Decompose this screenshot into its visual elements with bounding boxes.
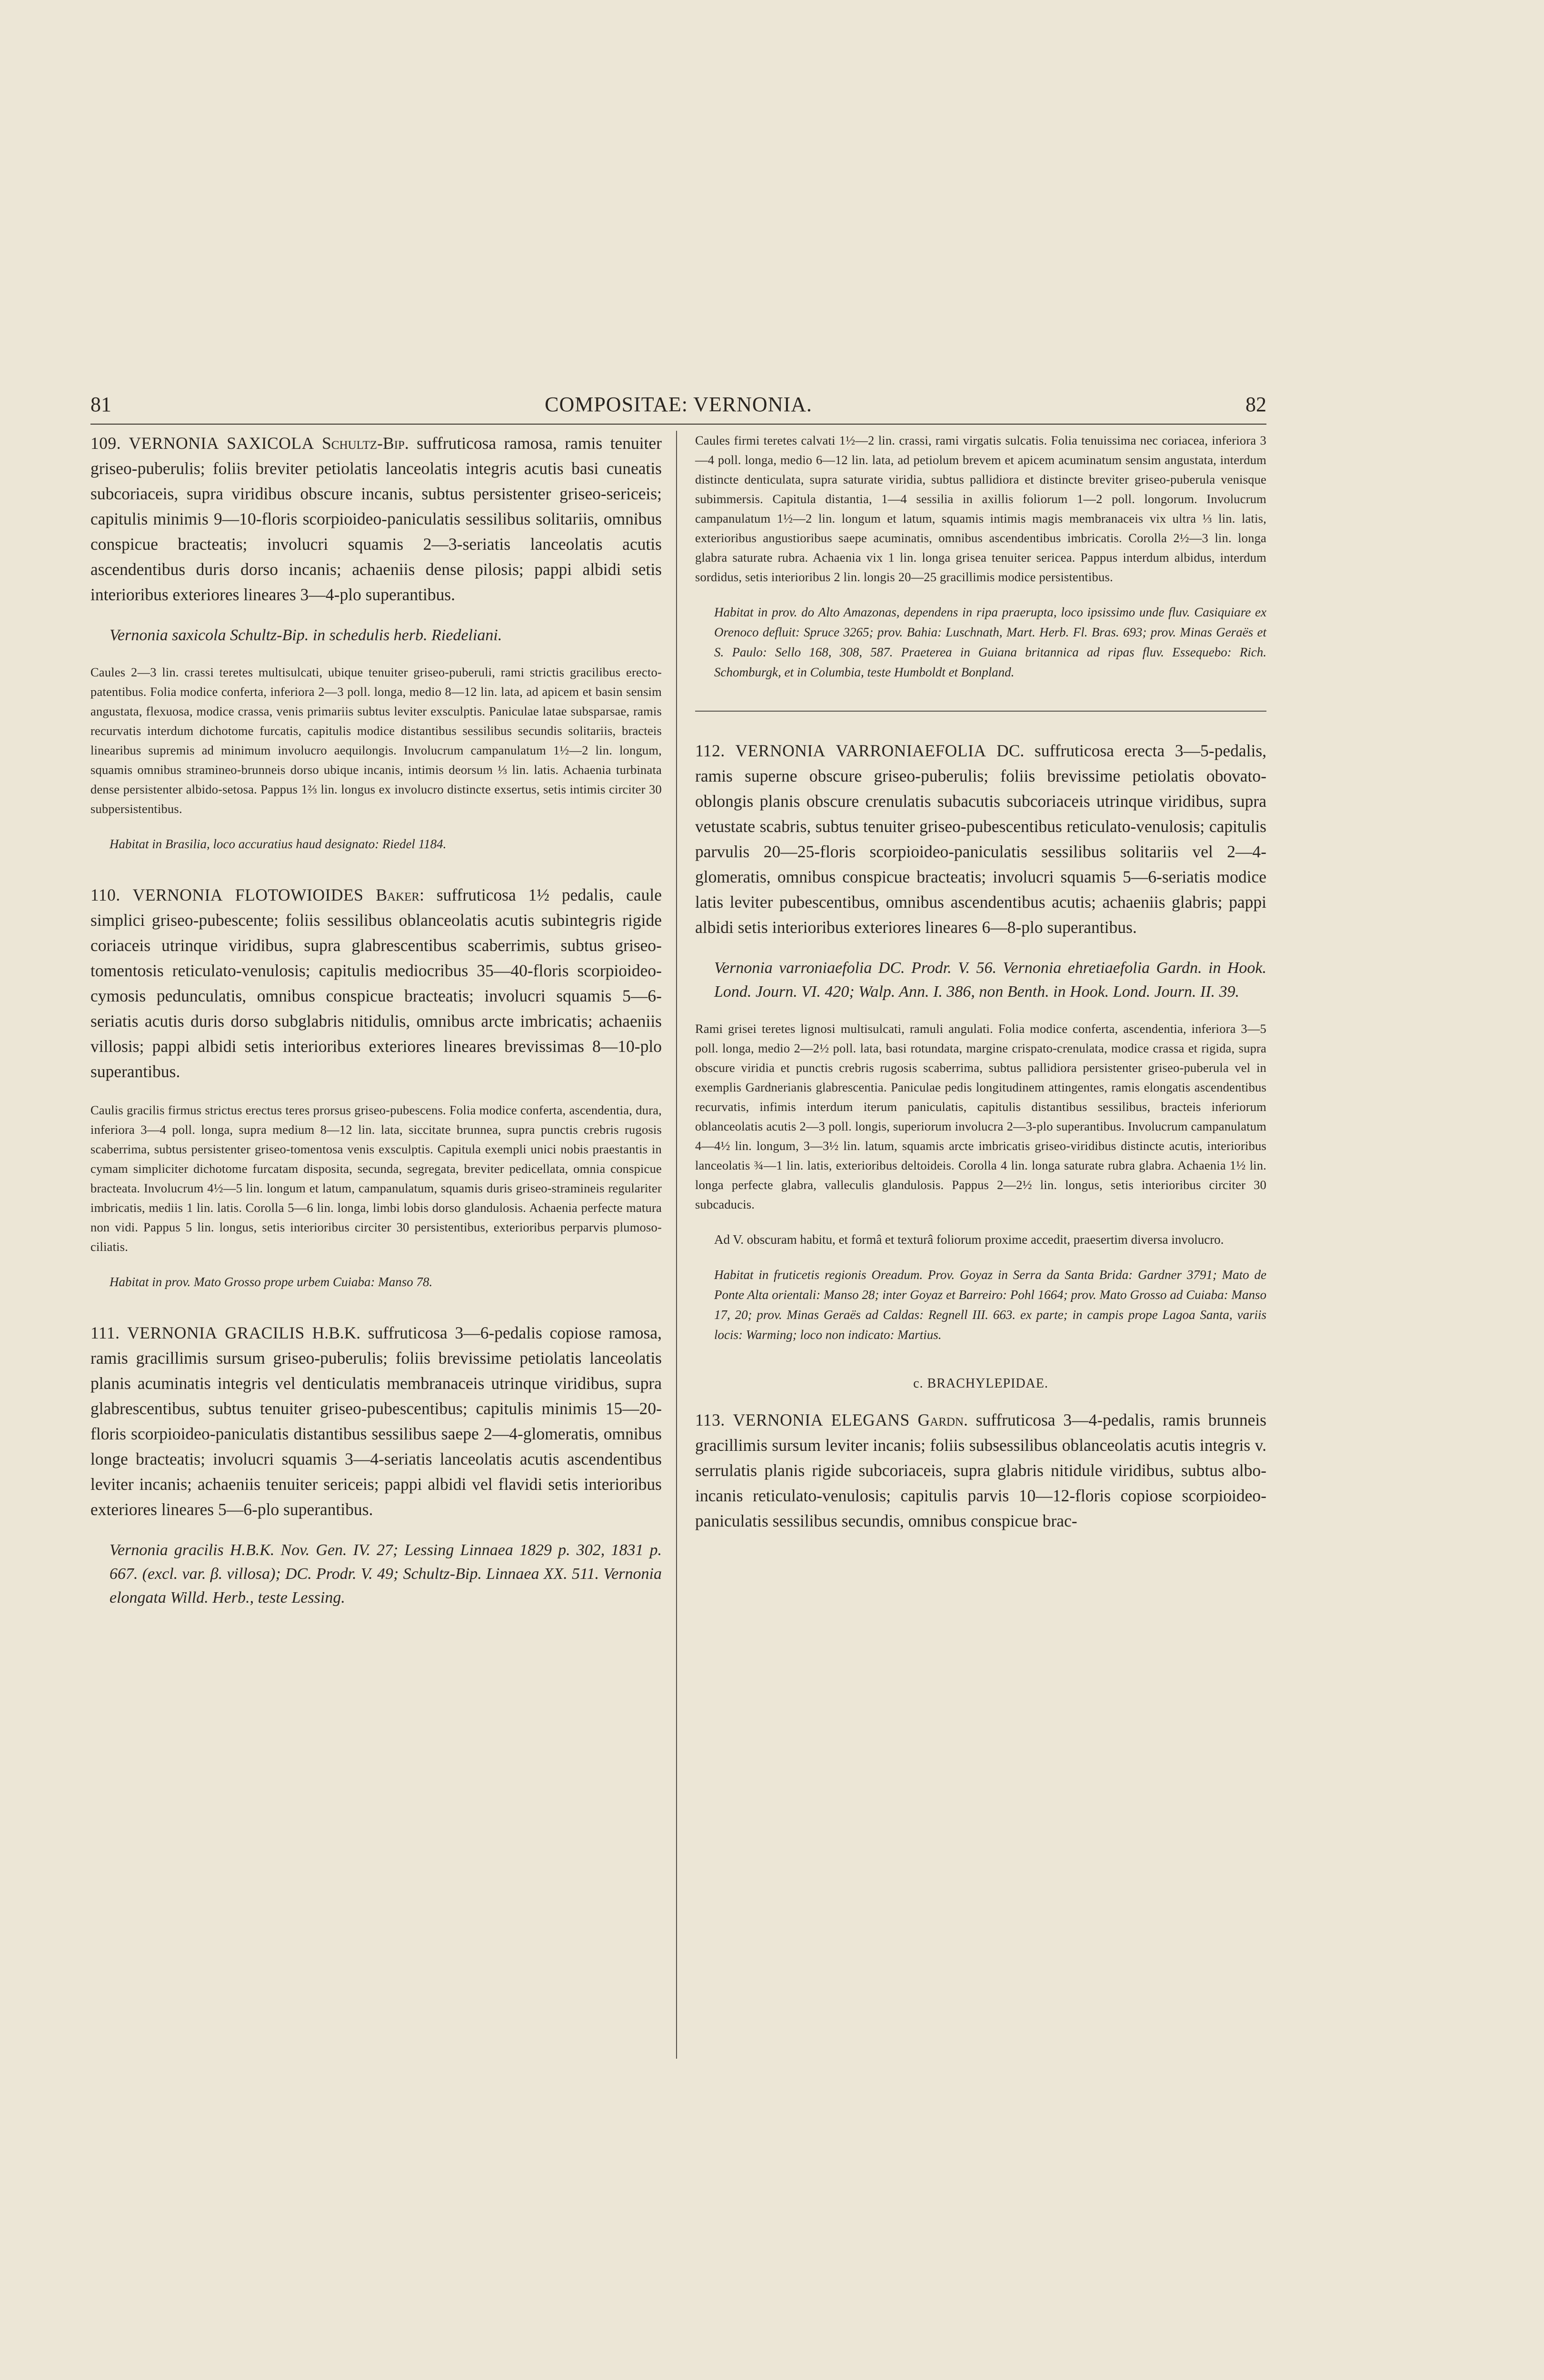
habitat-text: Habitat in prov. Mato Grosso prope urbem Cuiaba: Manso 78.	[110, 1275, 433, 1289]
diagnosis-text: suffruticosa erecta 3—5-pedalis, ramis superne obscure griseo-puberulis; foliis brevissime petiolatis obovato-oblongis planis obscure crenulatis subacutis subcoriaceis utrinque viridibus, supra vetustate scabris, subtus tenuiter griseo-pubescentibus reticulato-venulosis; capitulis parvulis 20—25-floris scorpioideo-paniculatis sessilibus solitariis vel 2—4-glomeratis, omnibus conspicue bracteatis; involucri squamis 5—6-seriatis modice latis leviter pubescentibus, omnibus ascendentibus acutis; achaeniis glabris; pappi albidi setis interioribus exteriores lineares 6—8-plo superantibus.	[695, 741, 1267, 937]
left-column	[90, 431, 662, 1625]
description-text: Caules firmi teretes calvati 1½—2 lin. crassi, rami virgatis sulcatis. Folia tenuissima nec coriacea, inferiora 3—4 poll. longa, medio 6—12 lin. lata, ad petiolum brevem et apicem acuminatum sensim angustata, interdum distincte denticulata, supra saturate viridia, subtus pallidiora et distincte breviter griseo-puberula venisque subimmersis. Capitula distantia, 1—4 sessilia in axillis foliorum 1—2 poll. longorum. Involucrum campanulatum 1½—2 lin. longum et latum, squamis intimis magis membranaceis vix ultra ⅓ lin. latis, exterioribus angustioribus saepe acuminatis, omnibus ascendentibus imbricatis. Corolla 2½—3 lin. longa glabra saturate rubra. Achaenia vix 1 lin. longa grisea tenuiter sericea. Pappus interdum albidus, interdum sordidus, setis interioribus 2 lin. longis 20—25 gracillimis modice persistentibus.	[695, 433, 1266, 584]
genus-name: VERNONIA	[129, 434, 219, 453]
genus-name: VERNONIA	[735, 741, 826, 760]
entry-number: 111.	[90, 1323, 120, 1342]
species-entry	[90, 883, 662, 1084]
synonymy-text: Vernonia saxicola Schultz-Bip. in schedulis herb. Riedeliani.	[110, 626, 502, 644]
entry-number: 109.	[90, 434, 121, 453]
right-page-number: 82	[1245, 393, 1266, 416]
description-text: Rami grisei teretes lignosi multisulcati, ramuli angulati. Folia modice conferta, ascendentia, inferiora 3—5 poll. longa, medio 2—2½ poll. lata, basi rotundata, margine crispato-crenulata, modice crassa et rigida, supra obscure viridia et punctis crebris rugosis scaberrima, subtus pallidiora persistenter griseo-puberula vel in exemplis Gardnerianis glabrescentia. Paniculae pedis longitudinem attingentes, ramis elongatis ascendentibus recurvatis, infimis interdum iterum paniculatis, capitulis distantibus sessilibus, bracteis inferiorum oblanceolatis acutis 2—3 poll. longis, superiorum involucra 2—3-plo superantibus. Involucrum campanulatum 4—4½ lin. longum, 3—3½ lin. latum, squamis arcte imbricatis griseo-viridibus distincte acutis, interioribus lanceolatis ¾—1 lin. latis, exterioribus deltoideis. Corolla 4 lin. longa saturate rubra glabra. Achaenia 1½ lin. longa perfecte glabra, valleculis glandulosis. Pappus 2—2½ lin. longus, setis interioribus circiter 30 subcaducis.	[695, 1021, 1266, 1211]
diagnosis-text: suffruticosa 3—6-pedalis copiose ramosa, ramis gracillimis sursum griseo-puberulis; foliis brevissime petiolatis lanceolatis planis acuminatis integris vel denticulatis membranaceis utrinque viridibus, supra glabrescentibus, subtus tenuiter griseo-pubescentibus; capitulis minimis 15—20-floris scorpioideo-paniculatis distantibus sessilibus saepe 2—4-glomeratis, omnibus longe bracteatis; involucri squamis 3—4-seriatis lanceolatis acutis ascendentibus leviter incanis; achaeniis tenuiter sericeis; pappi albidi vel flavidi setis interioribus exteriores lineares 5—6-plo superantibus.	[90, 1323, 662, 1519]
author-name: Gardn.	[917, 1410, 968, 1429]
diagnosis-text: suffruticosa 1½ pedalis, caule simplici griseo-pubescente; foliis sessilibus oblanceolatis acutis subintegris rigide coriaceis utrinque viridibus, supra glabrescentibus scaberrimis, subtus griseo-tomentosis reticulato-venulosis; capitulis mediocribus 35—40-floris scorpioideo-cymosis pedunculatis, omnibus conspicue bracteatis; involucri squamis 5—6-seriatis acutis duris dorso subglabris nitidulis, omnibus arcte imbricatis; achaeniis villosis; pappi albidi setis interioribus exteriores lineares brevissimas 8—10-plo superantibus.	[90, 885, 662, 1081]
running-title: COMPOSITAE: VERNONIA.	[545, 393, 812, 416]
entry-number: 110.	[90, 885, 120, 904]
species-epithet: FLOTOWIOIDES	[235, 885, 364, 904]
section-heading: c. BRACHYLEPIDAE.	[913, 1376, 1048, 1391]
habitat-text: Habitat in prov. do Alto Amazonas, dependens in ripa praerupta, loco ipsissimo unde fluv. Casiquiare ex Orenoco defluit: Spruce 3265; prov. Bahia: Luschnath, Mart. Herb. Fl. Bras. 693; prov. Minas Geraës et S. Paulo: Sello 168, 308, 587. Praeterea in Guiana britannica ad ripas fluv. Essequebo: Rich. Schomburgk, et in Columbia, teste Humboldt et Bonpland.	[714, 605, 1266, 679]
species-epithet: SAXICOLA	[227, 434, 314, 453]
author-name: H.B.K.	[312, 1323, 361, 1342]
habitat-text: Habitat in Brasilia, loco accuratius haud designato: Riedel 1184.	[110, 837, 447, 851]
genus-name: VERNONIA	[132, 885, 223, 904]
synonymy-text: Vernonia varroniaefolia DC. Prodr. V. 56. Vernonia ehretiaefolia Gardn. in Hook. Lond. Journ. VI. 420; Walp. Ann. I. 386, non Benth. in Hook. Lond. Journ. II. 39.	[714, 959, 1266, 1001]
species-entry	[90, 1320, 662, 1522]
description-text: Caules 2—3 lin. crassi teretes multisulcati, ubique tenuiter griseo-puberuli, rami strictis gracilibus erecto-patentibus. Folia modice conferta, inferiora 2—3 poll. longa, medio 8—12 lin. lata, ad apicem et basin sensim angustata, flexuosa, modice crassa, venis primariis subtus leviter exsculptis. Paniculae latae subsparsae, ramis recurvatis interdum dichotome furcatis, capitulis modice distantibus sessilibus secundis solitariis, bracteis linearibus supremis ad minimum involucro aequilongis. Involucrum campanulatum 1½—2 lin. longum, squamis omnibus stramineo-brunneis dorso ubique incanis, intimis deorsum ⅓ lin. latis. Achaenia turbinata dense persistenter albido-setosa. Pappus 1⅔ lin. longus ex involucro distincte exsertus, setis intimis circiter 30 subpersistentibus.	[90, 665, 662, 816]
synonymy-text: Vernonia gracilis H.B.K. Nov. Gen. IV. 27; Lessing Linnaea 1829 p. 302, 1831 p. 667. (excl. var. β. villosa); DC. Prodr. V. 49; Schultz-Bip. Linnaea XX. 511. Vernonia elongata Willd. Herb., teste Lessing.	[110, 1541, 662, 1606]
author-name: DC.	[996, 741, 1025, 760]
left-page-number: 81	[90, 393, 111, 416]
author-name: Baker:	[376, 885, 424, 904]
author-name: Schultz-Bip.	[322, 434, 409, 453]
species-epithet: GRACILIS	[225, 1323, 305, 1342]
running-head	[90, 390, 1266, 425]
species-epithet: ELEGANS	[831, 1410, 910, 1429]
diagnosis-text: suffruticosa ramosa, ramis tenuiter griseo-puberulis; foliis breviter petiolatis lanceolatis integris acutis basi cuneatis subcoriaceis, supra viridibus obscure incanis, subtus persistenter griseo-sericeis; capitulis minimis 9—10-floris scorpioideo-paniculatis sessilibus solitariis, omnibus conspicue bracteatis; involucri squamis 2—3-seriatis lanceolatis acutis ascendentibus duris dorso incanis; achaeniis dense pilosis; pappi albidi setis interioribus exteriores lineares 3—4-plo superantibus.	[90, 434, 662, 604]
diagnosis-text: suffruticosa 3—4-pedalis, ramis brunneis gracillimis sursum leviter incanis; foliis subsessilibus oblanceolatis acutis integris v. serrulatis planis rigide subcoriaceis, supra glabris nitidule viridibus, subtus albo-incanis reticulato-venulosis; capitulis parvis 10—12-floris copiose scorpioideo-paniculatis sessilibus secundis, omnibus conspicue brac-	[695, 1410, 1267, 1530]
entry-number: 112.	[695, 741, 725, 760]
genus-name: VERNONIA	[127, 1323, 218, 1342]
genus-name: VERNONIA	[733, 1410, 823, 1429]
note-text: Ad V. obscuram habitu, et formâ et texturâ foliorum proxime accedit, praesertim diversa involucro.	[714, 1232, 1224, 1247]
species-epithet: VARRONIAEFOLIA	[836, 741, 986, 760]
description-text: Caulis gracilis firmus strictus erectus teres prorsus griseo-pubescens. Folia modice conferta, ascendentia, dura, inferiora 3—4 poll. longa, supra medium 8—12 lin. lata, siccitate brunnea, supra punctis crebris rugosis scaberrima, subtus persistenter griseo-tomentosa venis exsculptis. Capitula exempli unici nobis praestantis in cymam simpliciter dichotome furcatam disposita, secunda, segregata, breviter pedicellata, omnia conspicue bracteata. Involucrum 4½—5 lin. longum et latum, campanulatum, squamis duris griseo-stramineis regulariter imbricatis, mediis 1 lin. latis. Corolla 5—6 lin. longa, limbi lobis dorso glandulosis. Achaenia perfecte matura non vidi. Pappus 5 lin. longus, setis interioribus circiter 30 persistentibus, exterioribus perparvis plumoso-ciliatis.	[90, 1103, 662, 1254]
column-divider	[676, 431, 677, 2059]
habitat-text: Habitat in fruticetis regionis Oreadum. Prov. Goyaz in Serra da Santa Brida: Gardner 3791; Mato de Ponte Alta orientali: Manso 28; inter Goyaz et Barreiro: Pohl 1664; prov. Mato Grosso ad Cuiaba: Manso 17, 20; prov. Minas Geraës ad Caldas: Regnell III. 663. ex parte; in campis prope Lagoa Santa, variis locis: Warming; loco non indicato: Martius.	[714, 1268, 1266, 1342]
right-column	[695, 431, 1266, 1550]
entry-number: 113.	[695, 1410, 725, 1429]
species-entry	[695, 738, 1266, 940]
species-entry	[695, 1408, 1266, 1534]
entry-separator	[695, 711, 1266, 712]
species-entry	[90, 431, 662, 607]
